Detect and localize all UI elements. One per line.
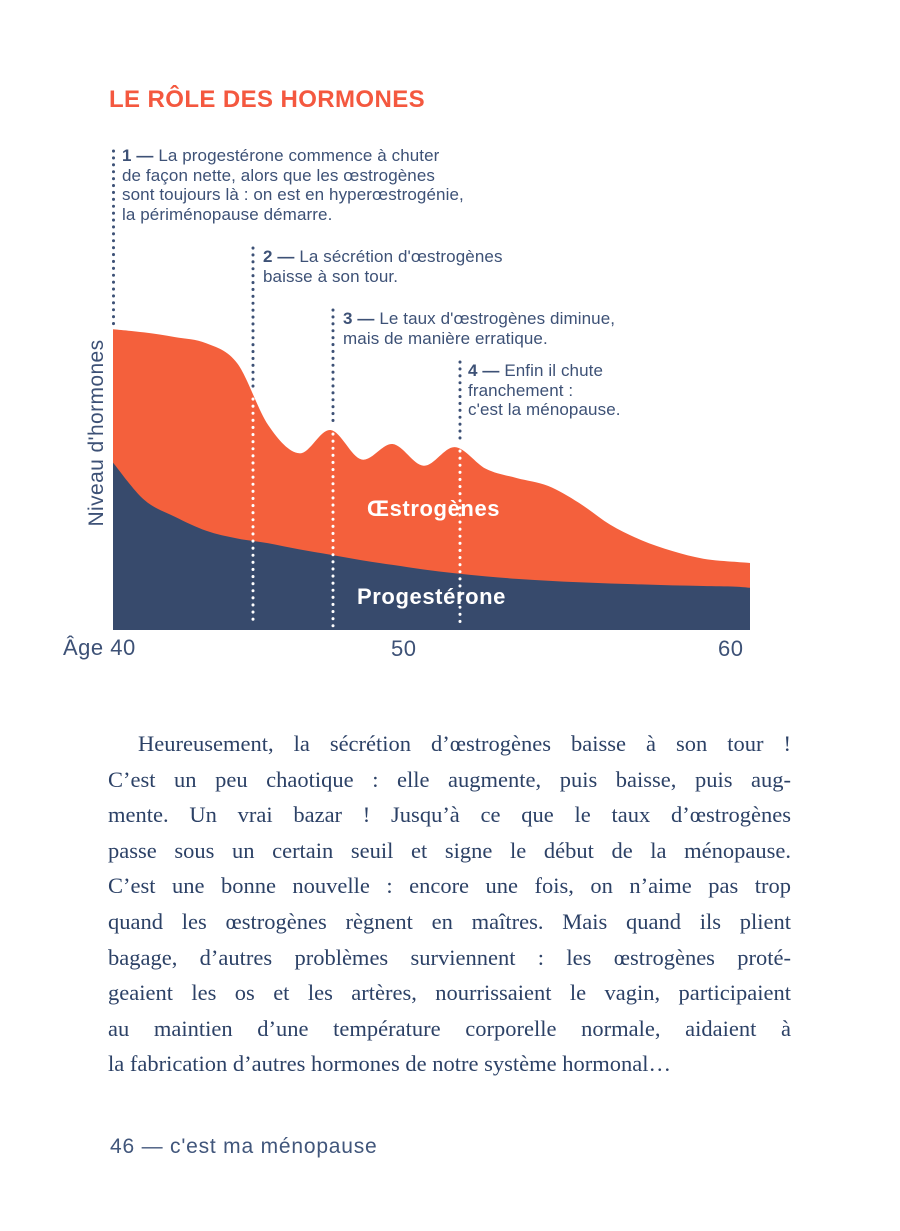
annotation-line: c'est la ménopause.: [468, 400, 621, 420]
annotation-line: 1 — La progestérone commence à chuter: [122, 146, 440, 165]
annotation-1: [122, 146, 464, 224]
annotation-line: baisse à son tour.: [263, 266, 399, 286]
x-tick-50: 50: [391, 636, 417, 661]
body-line: quand les œstrogènes règnent en maîtres. Mais quand ils plient: [108, 908, 791, 934]
annotation-3: [343, 309, 615, 348]
body-line: C’est une bonne nouvelle : encore une fois, on n’aime pas trop: [108, 873, 791, 899]
body-line: mente. Un vrai bazar ! Jusqu’à ce que le taux d’œstrogènes: [108, 802, 791, 828]
annotation-line: de façon nette, alors que les œstrogènes: [122, 165, 436, 185]
body-line: au maintien d’une température corporelle normale, aidaient à: [108, 1015, 791, 1041]
x-tick-age-40: Âge 40: [63, 635, 136, 660]
estrogen-series-label: Œstrogènes: [367, 496, 501, 521]
body-line: passe sous un certain seuil et signe le début de la ménopause.: [108, 837, 791, 863]
y-axis-label: Niveau d'hormones: [85, 339, 108, 527]
page-footer: 46 — c'est ma ménopause: [110, 1135, 378, 1158]
body-line: Heureusement, la sécrétion d’œstrogènes baisse à son tour !: [138, 731, 791, 756]
body-line: C’est un peu chaotique : elle augmente, puis baisse, puis aug-: [108, 766, 791, 792]
annotation-line: la périménopause démarre.: [122, 204, 333, 224]
page-title: LE RÔLE DES HORMONES: [109, 86, 426, 113]
body-line: geaient les os et les artères, nourrissaient le vagin, participaient: [108, 980, 791, 1006]
annotation-line: 3 — Le taux d'œstrogènes diminue,: [343, 309, 616, 328]
body-paragraph: [108, 726, 791, 1082]
x-tick-60: 60: [718, 636, 744, 661]
progesterone-series-label: Progestérone: [357, 584, 507, 609]
annotation-line: mais de manière erratique.: [343, 328, 548, 348]
body-line: la fabrication d’autres hormones de notre système hormonal…: [108, 1051, 671, 1077]
annotation-line: sont toujours là : on est en hyperœstrogénie,: [122, 185, 464, 205]
annotation-line: 4 — Enfin il chute: [468, 361, 604, 380]
annotation-2: [263, 247, 503, 286]
annotation-line: franchement :: [468, 380, 574, 400]
annotation-4: [468, 361, 621, 420]
annotation-line: 2 — La sécrétion d'œstrogènes: [263, 247, 503, 266]
body-line: bagage, d’autres problèmes surviennent : les œstrogènes proté-: [108, 944, 791, 970]
